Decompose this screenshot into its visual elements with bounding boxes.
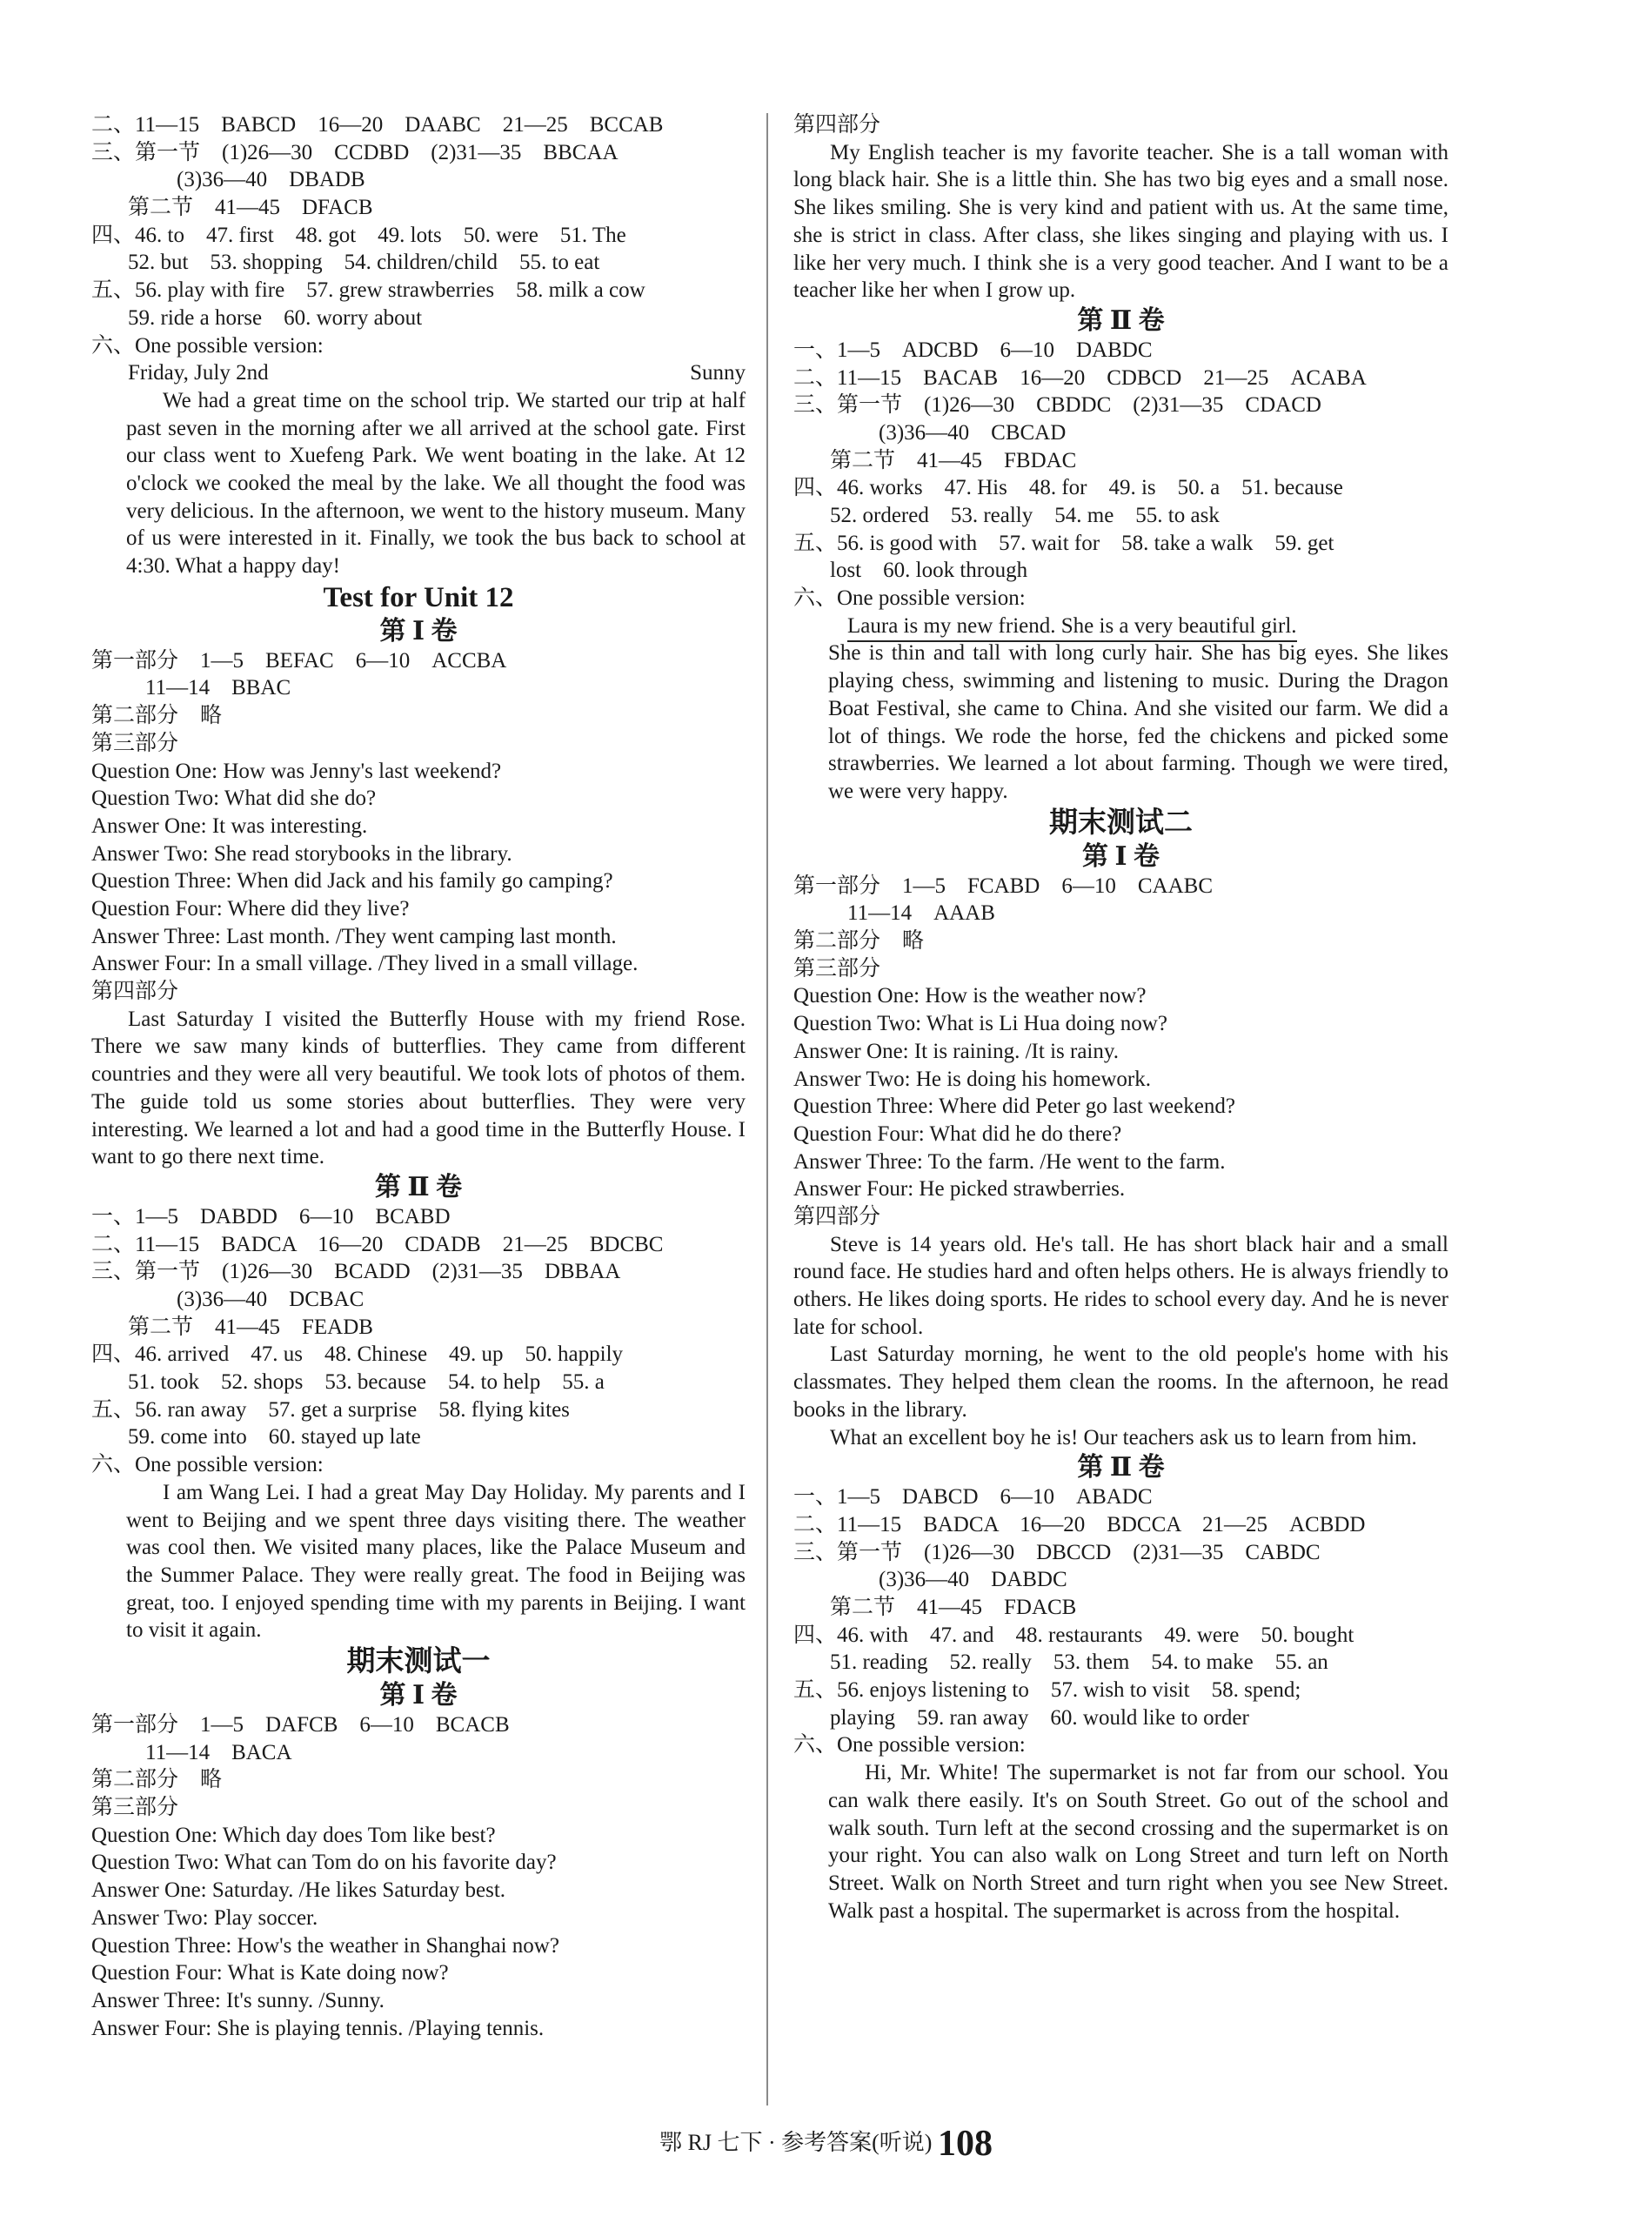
left-column: [91, 111, 746, 2042]
essay-paragraph: She is thin and tall with long curly hair. She has big eyes. She likes playing chess, swimming and listening to music. During the Dragon Boat Festival, she came to China. And she visited our farm. We did a lot of things. We rode the horse, fed the chickens and picked some strawberries. We learned a lot about farming. Though we were tired, we were very happy.: [828, 641, 1448, 803]
answer-line: 第二部分 略: [91, 1768, 223, 1792]
answer-line: 第二节 41—45 FBDAC: [830, 448, 1077, 472]
answer-line: 四、46. arrived 47. us 48. Chinese 49. up 50. happily: [91, 1342, 624, 1367]
answer-line: Question Three: Where did Peter go last weekend?: [793, 1095, 1235, 1119]
answer-line: (3)36—40 DABDC: [879, 1568, 1067, 1592]
answer-line: Answer Three: It's sunny. /Sunny.: [91, 1988, 385, 2012]
answer-line: 五、56. play with fire 57. grew strawberries 58. milk a cow: [91, 278, 645, 303]
answer-line: Question One: How was Jenny's last weekend?: [91, 759, 502, 783]
answer-line: 一、1—5 DABCD 6—10 ABADC: [793, 1485, 1153, 1510]
answer-line: Answer Three: To the farm. /He went to the farm.: [793, 1149, 1226, 1174]
section-title: 期末测试一: [346, 1646, 491, 1678]
column-divider: [766, 113, 768, 2105]
diary-header: [91, 359, 746, 387]
page-footer: [0, 2123, 1652, 2165]
answer-line: 11—14 BBAC: [145, 676, 291, 700]
diary-weather: Sunny: [690, 361, 746, 385]
right-column: [793, 111, 1448, 1925]
volume-heading: 第 Ⅱ 卷: [1077, 305, 1165, 335]
answer-line: Answer Two: Play soccer.: [91, 1905, 318, 1930]
answer-line: 第一部分 1—5 BEFAC 6—10 ACCBA: [91, 648, 507, 673]
underlined-first-line: [793, 613, 1448, 640]
answer-line: 二、11—15 BADCA 16—20 BDCCA 21—25 ACBDD: [793, 1512, 1366, 1536]
section-title: Test for Unit 12: [323, 581, 514, 613]
answer-line: 第二节 41—45 FDACB: [830, 1596, 1077, 1619]
answer-line: Answer Four: He picked strawberries.: [793, 1177, 1126, 1202]
answer-line: 二、11—15 BACAB 16—20 CDBCD 21—25 ACABA: [793, 365, 1367, 390]
section-title: 期末测试二: [1049, 807, 1193, 839]
answer-line: 六、One possible version:: [91, 1453, 324, 1477]
answer-line: 51. reading 52. really 53. them 54. to make 55. an: [830, 1650, 1328, 1675]
answer-line: 六、One possible version:: [793, 1733, 1026, 1757]
answer-line: 第二部分 略: [793, 929, 925, 954]
answer-line: Question One: How is the weather now?: [793, 984, 1147, 1008]
essay-paragraph: Steve is 14 years old. He's tall. He has short black hair and a small round face. He studies hard and often helps others. He is always friendly to others. He likes doing sports. He rides to school every day. And he is never late for school.: [793, 1232, 1448, 1339]
answer-line: 三、第一节 (1)26—30 CBDDC (2)31—35 CDACD: [793, 393, 1321, 418]
answer-line: 52. ordered 53. really 54. me 55. to ask: [830, 504, 1220, 528]
answer-line: 五、56. is good with 57. wait for 58. take a walk 59. get: [793, 531, 1334, 555]
footer-label: 鄂 RJ 七下 · 参考答案(听说): [659, 2130, 933, 2155]
essay-paragraph: We had a great time on the school trip. We started our trip at half past seven in the morning after we all arrived at the school gate. First our class went to Xuefeng Park. We went boating in the lake. At 12 o'clock we cooked the meal by the lake. We all thought the food was very delicious. In the afternoon, we went to the history museum. Many of us were interested in it. Finally, we took the bus back to school at 4:30. What a happy day!: [126, 388, 746, 579]
answer-line: Answer One: It was interesting.: [91, 813, 368, 838]
answer-line: 第一部分 1—5 FCABD 6—10 CAABC: [793, 874, 1213, 898]
volume-heading: 第 Ⅱ 卷: [1077, 1453, 1165, 1483]
answer-line: 52. but 53. shopping 54. children/child 55. to eat: [128, 251, 600, 275]
essay-paragraph: I am Wang Lei. I had a great May Day Holiday. My parents and I went to Beijing and we spent three days visiting there. The weather was cool then. We visited many places, like the Palace Museum and the Summer Palace. They were really great. The food in Beijing was great, too. I enjoyed spending time with my parents in Beijing. I want to visit it again.: [126, 1480, 746, 1643]
answer-line: Question One: Which day does Tom like best?: [91, 1823, 496, 1847]
answer-line: lost 60. look through: [830, 559, 1028, 583]
answer-line: 第四部分: [91, 980, 179, 1004]
volume-heading: 第 Ⅱ 卷: [374, 1172, 463, 1202]
volume-heading: 第 Ⅰ 卷: [1081, 841, 1160, 871]
answer-line: 六、One possible version:: [91, 333, 324, 358]
answer-line: (3)36—40 CBCAD: [879, 420, 1067, 445]
answer-line: 第三部分: [91, 731, 179, 755]
answer-line: 59. ride a horse 60. worry about: [128, 305, 423, 330]
answer-line: (3)36—40 DCBAC: [177, 1288, 365, 1312]
answer-line: 三、第一节 (1)26—30 BCADD (2)31—35 DBBAA: [91, 1260, 621, 1284]
answer-line: 第二节 41—45 FEADB: [128, 1315, 373, 1339]
answer-line: (3)36—40 DBADB: [177, 168, 365, 192]
answer-line: Answer Four: In a small village. /They lived in a small village.: [91, 952, 639, 976]
answer-line: Answer Two: He is doing his homework.: [793, 1067, 1151, 1091]
volume-heading: 第 Ⅰ 卷: [379, 1681, 458, 1710]
answer-line: Question Two: What is Li Hua doing now?: [793, 1012, 1167, 1036]
answer-line: 11—14 BACA: [145, 1740, 292, 1764]
answer-line: 第二部分 略: [91, 704, 223, 728]
answer-line: 一、1—5 ADCBD 6—10 DABDC: [793, 338, 1153, 362]
answer-line: 第四部分: [793, 1204, 881, 1228]
answer-line: 51. took 52. shops 53. because 54. to help 55. a: [128, 1370, 605, 1395]
answer-line: Answer Three: Last month. /They went camping last month.: [91, 924, 617, 948]
essay-paragraph: Hi, Mr. White! The supermarket is not far from our school. You can walk there easily. It's on South Street. Go out of the school and walk south. Turn left at the second crossing and the supermarket is on your right. You can also walk on Long Street and turn left on North Street. Walk on North Street and turn right when you see New Street. Walk past a hospital. The supermarket is across from the hospital.: [828, 1761, 1448, 1923]
answer-line: 六、One possible version:: [793, 586, 1026, 611]
answer-line: 五、56. enjoys listening to 57. wish to visit 58. spend;: [793, 1678, 1301, 1703]
answer-line: 一、1—5 DABDD 6—10 BCABD: [91, 1204, 451, 1228]
answer-line: 二、11—15 BADCA 16—20 CDADB 21—25 BDCBC: [91, 1232, 664, 1256]
answer-line: 11—14 AAAB: [847, 901, 995, 926]
answer-line: 三、第一节 (1)26—30 DBCCD (2)31—35 CABDC: [793, 1540, 1321, 1564]
essay-paragraph: My English teacher is my favorite teacher. She is a tall woman with long black hair. She is a little thin. She has two big eyes and a small nose. She likes smiling. She is very kind and patient with us. At the same time, she is strict in class. After class, she likes singing and playing with us. I like her very much. I think she is a very good teacher. And I want to be a teacher like her when I grow up.: [793, 140, 1448, 303]
answer-line: 三、第一节 (1)26—30 CCDBD (2)31—35 BBCAA: [91, 140, 619, 164]
answer-line: 第二节 41—45 DFACB: [128, 196, 373, 220]
answer-line: Answer Two: She read storybooks in the library.: [91, 841, 512, 866]
answer-line: 四、46. works 47. His 48. for 49. is 50. a 51. because: [793, 476, 1343, 500]
answer-line: 第三部分: [793, 956, 881, 981]
answer-line: Question Three: How's the weather in Shanghai now?: [91, 1933, 559, 1958]
diary-date: Friday, July 2nd: [128, 361, 269, 385]
underlined-text: Laura is my new friend. She is a very beautiful girl.: [847, 613, 1297, 643]
answer-line: Question Two: What can Tom do on his favorite day?: [91, 1851, 557, 1875]
answer-line: 第一部分 1—5 DAFCB 6—10 BCACB: [91, 1713, 510, 1737]
answer-line: Question Two: What did she do?: [91, 787, 377, 811]
answer-line: 第三部分: [91, 1796, 179, 1820]
essay-paragraph: What an excellent boy he is! Our teachers ask us to learn from him.: [830, 1425, 1417, 1449]
answer-line: Question Three: When did Jack and his family go camping?: [91, 869, 613, 894]
essay-paragraph: Last Saturday I visited the Butterfly House with my friend Rose. There we saw many kinds of butterflies. They came from different countries and they were all very beautiful. We took lots of photos of them. The guide told us some stories about butterflies. They were very interesting. We learned a lot and had a good time in the Butterfly House. I want to go there next time.: [91, 1007, 746, 1169]
answer-line: Answer One: It is raining. /It is rainy.: [793, 1039, 1119, 1063]
answer-line: 四、46. to 47. first 48. got 49. lots 50. were 51. The: [91, 223, 626, 247]
answer-line: Question Four: What is Kate doing now?: [91, 1961, 449, 1985]
answer-line: 五、56. ran away 57. get a surprise 58. flying kites: [91, 1397, 570, 1422]
answer-line: playing 59. ran away 60. would like to order: [830, 1705, 1249, 1730]
answer-line: Answer One: Saturday. /He likes Saturday best.: [91, 1878, 506, 1903]
answer-line: Question Four: What did he do there?: [793, 1121, 1122, 1146]
answer-line: 二、11—15 BABCD 16—20 DAABC 21—25 BCCAB: [91, 113, 664, 137]
answer-line: 四、46. with 47. and 48. restaurants 49. were 50. bought: [793, 1623, 1354, 1647]
answer-line: 59. come into 60. stayed up late: [128, 1425, 421, 1449]
essay-paragraph: Last Saturday morning, he went to the old people's home with his classmates. They helped them clean the rooms. In the afternoon, he read books in the library.: [793, 1342, 1448, 1422]
answer-line: Question Four: Where did they live?: [91, 896, 410, 921]
volume-heading: 第 Ⅰ 卷: [379, 616, 458, 646]
page-number: 108: [937, 2124, 993, 2164]
answer-line: 第四部分: [793, 113, 881, 137]
answer-line: Answer Four: She is playing tennis. /Playing tennis.: [91, 2016, 545, 2040]
